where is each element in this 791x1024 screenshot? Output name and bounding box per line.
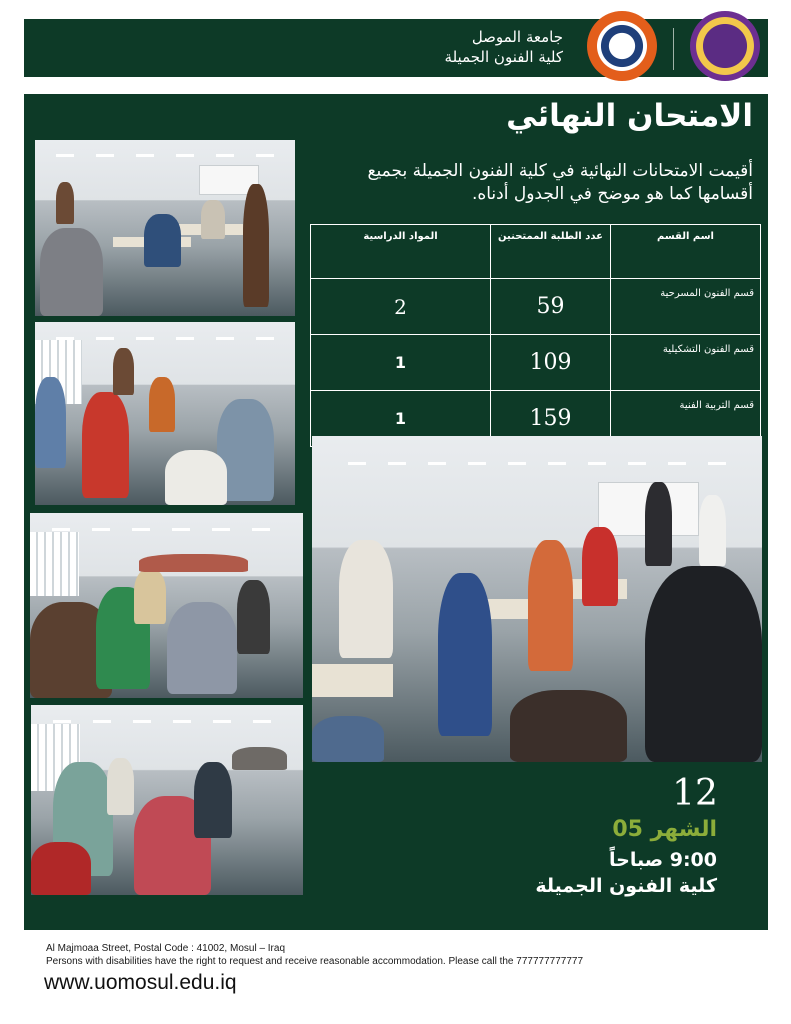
header-text — [445, 27, 563, 67]
department-cell: قسم الفنون المسرحية — [611, 279, 761, 335]
department-cell: قسم الفنون التشكيلية — [611, 335, 761, 391]
subjects-cell: 1 — [311, 391, 491, 447]
exam-hall-photo-1 — [35, 140, 295, 316]
students-cell: 159 — [491, 391, 611, 447]
subjects-cell: 2 — [311, 279, 491, 335]
college-logo — [690, 11, 760, 81]
table-row — [311, 279, 761, 335]
exam-month: الشهر 05 — [612, 817, 717, 842]
exam-table — [310, 224, 761, 447]
department-cell: قسم التربية الفنية — [611, 391, 761, 447]
header-students: عدد الطلبة الممتحنين — [491, 225, 611, 279]
exam-hall-photo-2 — [35, 322, 295, 505]
header-subjects: المواد الدراسية — [311, 225, 491, 279]
footer-info — [46, 942, 583, 968]
exam-hall-photo-4 — [31, 705, 303, 895]
page-title: الامتحان النهائي — [506, 98, 753, 134]
footer-address: Al Majmoaa Street, Postal Code : 41002, Mosul – Iraq — [46, 943, 286, 954]
header-divider — [673, 28, 674, 70]
university-name: جامعة الموصل — [471, 28, 563, 46]
exam-hall-photo-3 — [30, 513, 303, 698]
table-header-row — [311, 225, 761, 279]
subjects-cell: 1 — [311, 335, 491, 391]
students-cell: 109 — [491, 335, 611, 391]
students-cell: 59 — [491, 279, 611, 335]
college-name: كلية الفنون الجميلة — [444, 48, 563, 66]
exam-hall-photo-main — [312, 436, 762, 762]
university-logo — [587, 11, 657, 81]
footer-accessibility-note: Persons with disabilities have the right to request and receive reasonable accommodation. Please call the 777777777777 — [46, 956, 584, 967]
exam-venue: كلية الفنون الجميلة — [535, 875, 717, 897]
exam-time: 9:00 صباحاً — [609, 849, 717, 871]
exam-day: 12 — [672, 773, 718, 814]
intro-text: أقيمت الامتحانات النهائية في كلية الفنون الجميلة بجميع أقسامها كما هو موضح في الجدول أدناه. — [367, 161, 753, 204]
header-department: اسم القسم — [611, 225, 761, 279]
table-row — [311, 335, 761, 391]
website-link[interactable]: www.uomosul.edu.iq — [44, 971, 237, 994]
